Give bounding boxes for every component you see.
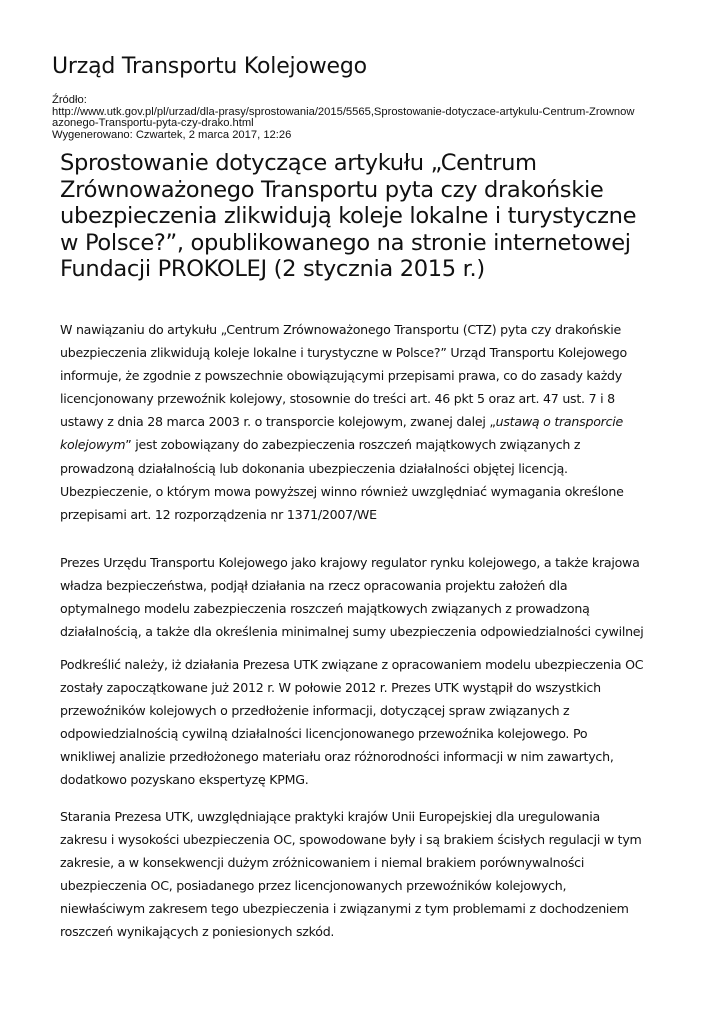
paragraph-line: W nawiązaniu do artykułu „Centrum Zrównoważonego Transportu (CTZ) pyta czy drakońskie bbox=[60, 322, 622, 337]
paragraph-line: ubezpieczenia OC, posiadanego przez licencjonowanych przewoźników kolejowych, bbox=[60, 878, 567, 894]
paragraph-line: dodatkowo pozyskano ekspertyzę KPMG. bbox=[60, 772, 309, 788]
source-metadata bbox=[52, 95, 702, 141]
article-title-line: Zrównoważonego Transportu pyta czy drakońskie bbox=[60, 176, 604, 203]
paragraph-line: przewoźników kolejowych o przedłożenie informacji, dotyczącej spraw związanych z bbox=[60, 703, 570, 719]
paragraph-text: ” jest zobowiązany do zabezpieczenia roszczeń majątkowych związanych z bbox=[125, 437, 581, 453]
paragraph-2 bbox=[60, 551, 670, 643]
paragraph-4 bbox=[60, 805, 670, 944]
paragraph-line: prowadzoną działalnością lub dokonania ubezpieczenia działalności objętej licencją. bbox=[60, 460, 568, 476]
article-title-line: w Polsce?”, opublikowanego na stronie internetowej bbox=[60, 229, 631, 256]
paragraph-text: ustawy z dnia 28 marca 2003 r. o transporcie kolejowym, zwanej dalej „ bbox=[60, 414, 496, 430]
paragraph-line bbox=[60, 410, 670, 433]
paragraph-line: ubezpieczenia zlikwidują koleje lokalne i turystyczne w Polsce?” Urząd Transportu Kolejowego bbox=[60, 345, 627, 361]
paragraph-line bbox=[60, 433, 670, 456]
paragraph-line: zakresu i wysokości ubezpieczenia OC, spowodowane były i są brakiem ścisłych regulacji w tym bbox=[60, 832, 642, 848]
article-title bbox=[60, 150, 680, 283]
source-url-line-2: azonego-Transportu-pyta-czy-drako.html bbox=[52, 117, 254, 130]
paragraph-1 bbox=[60, 318, 670, 526]
generated-timestamp: Wygenerowano: Czwartek, 2 marca 2017, 12:26 bbox=[52, 128, 292, 141]
paragraph-line: informuje, że zgodnie z powszechnie obowiązującymi przepisami prawa, co do zasady każdy bbox=[60, 368, 622, 384]
paragraph-line: optymalnego modelu zabezpieczenia roszczeń majątkowych związanych z prowadzoną bbox=[60, 601, 590, 617]
paragraph-line: Starania Prezesa UTK, uwzględniające praktyki krajów Unii Europejskiej dla uregulowania bbox=[60, 809, 600, 824]
article-title-line: Sprostowanie dotyczące artykułu „Centrum bbox=[60, 150, 537, 176]
article-title-line: Fundacji PROKOLEJ (2 stycznia 2015 r.) bbox=[60, 256, 485, 282]
italic-term: ustawą o transporcie bbox=[495, 414, 623, 430]
paragraph-line: Podkreślić należy, iż działania Prezesa UTK związane z opracowaniem modelu ubezpieczenia OC bbox=[60, 657, 644, 672]
source-label: Źródło: bbox=[52, 94, 87, 106]
paragraph-line: roszczeń wynikających z poniesionych szkód. bbox=[60, 924, 335, 940]
paragraph-line: zakresie, a w konsekwencji dużym zróżnicowaniem i niemal brakiem porównywalności bbox=[60, 855, 585, 871]
paragraph-line: Prezes Urzędu Transportu Kolejowego jako krajowy regulator rynku kolejowego, a także krajowa bbox=[60, 555, 640, 570]
italic-term: kolejowym bbox=[60, 437, 126, 453]
paragraph-line: przepisami art. 12 rozporządzenia nr 1371/2007/WE bbox=[60, 506, 377, 522]
paragraph-line: odpowiedzialnością cywilną działalności licencjonowanego przewoźnika kolejowego. Po bbox=[60, 726, 588, 742]
paragraph-line: działalnością, a także dla określenia minimalnej sumy ubezpieczenia odpowiedzialności cywilnej bbox=[60, 624, 644, 640]
article-title-line: ubezpieczenia zlikwidują koleje lokalne i turystyczne bbox=[60, 203, 637, 229]
site-title: Urząd Transportu Kolejowego bbox=[52, 54, 367, 79]
paragraph-line: zostały zapoczątkowane już 2012 r. W połowie 2012 r. Prezes UTK wystąpił do wszystkich bbox=[60, 680, 601, 696]
paragraph-line: władza bezpieczeństwa, podjął działania na rzecz opracowania projektu założeń dla bbox=[60, 578, 568, 594]
paragraph-line: licencjonowany przewoźnik kolejowy, stosownie do treści art. 46 pkt 5 oraz art. 47 ust. 7 i 8 bbox=[60, 391, 615, 407]
paragraph-line: wnikliwej analizie przedłożonego materiału oraz różnorodności informacji w nim zawartych, bbox=[60, 749, 614, 765]
paragraph-3 bbox=[60, 653, 670, 792]
paragraph-line: niewłaściwym zakresem tego ubezpieczenia i związanymi z tym problemami z dochodzeniem bbox=[60, 901, 629, 917]
paragraph-line: Ubezpieczenie, o którym mowa powyższej winno również uwzględniać wymagania określone bbox=[60, 483, 624, 499]
source-url-line-1: http://www.utk.gov.pl/pl/urzad/dla-prasy/sprostowania/2015/5565,Sprostowanie-dotyczace-artykulu-Centrum-Zrownow bbox=[52, 105, 635, 118]
